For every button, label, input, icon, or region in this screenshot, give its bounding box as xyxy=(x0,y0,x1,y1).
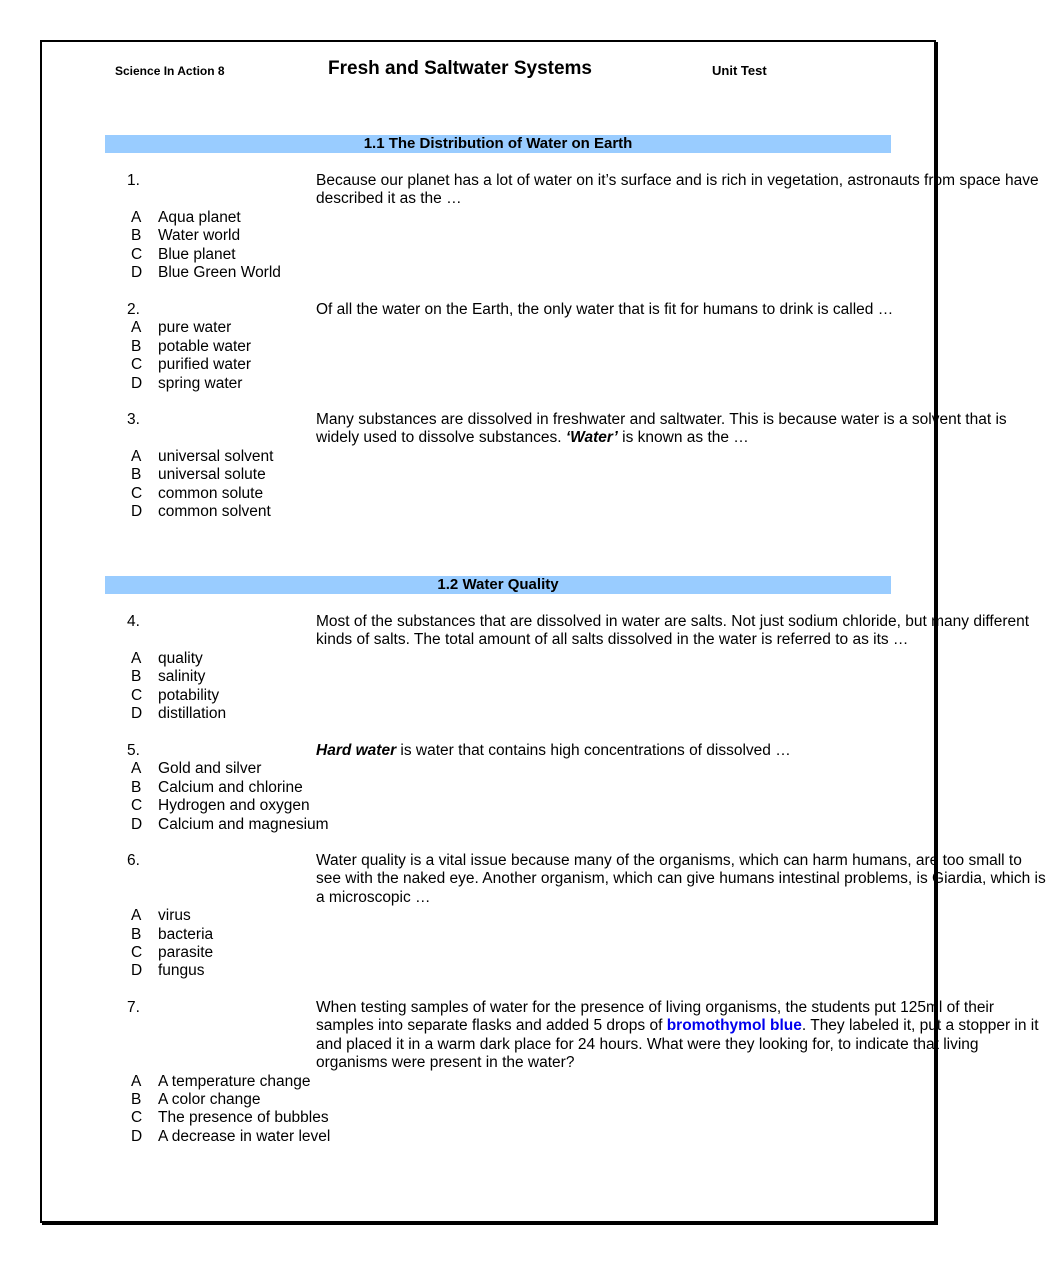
emphasis-term: Hard water xyxy=(316,742,397,759)
answer-option[interactable]: A virus xyxy=(131,907,191,925)
course-name: Science In Action 8 xyxy=(115,64,225,78)
question-6 xyxy=(0,852,1046,981)
answer-option[interactable]: C purified water xyxy=(131,356,252,374)
answer-option[interactable]: D spring water xyxy=(131,374,243,392)
answer-option[interactable]: D Calcium and magnesium xyxy=(131,815,329,833)
answer-option[interactable]: C parasite xyxy=(131,944,214,961)
question-stem: Many substances are dissolved in freshwater and saltwater. This is because water is a solvent that is widely used to dissolve substances. ‘Water’ is known as the … xyxy=(316,411,1007,447)
question-number: 4. xyxy=(127,613,140,630)
question-stem: When testing samples of water for the presence of living organisms, the students put 125ml of their samples into separate flasks and added 5 drops of bromothymol blue. They labeled it, put a stopper in it and placed it in a warm dark place for 24 hours. What were they looking for, to indicate that living organisms were present in the water? xyxy=(316,999,1039,1072)
answer-option[interactable]: C The presence of bubbles xyxy=(131,1109,329,1127)
answer-option[interactable]: C Blue planet xyxy=(131,245,236,263)
emphasis-term: ‘Water’ xyxy=(565,429,618,447)
question-number: 7. xyxy=(127,999,140,1016)
answer-option[interactable]: A pure water xyxy=(131,319,232,337)
question-number: 1. xyxy=(127,172,140,189)
answer-option[interactable]: D Blue Green World xyxy=(131,263,281,281)
question-stem: Most of the substances that are dissolved in water are salts. Not just sodium chloride, but many different kinds of salts. The total amount of all salts dissolved in the water is referred to as its … xyxy=(316,613,1030,649)
answer-option[interactable]: A quality xyxy=(131,649,203,667)
question-stem: Because our planet has a lot of water on it’s surface and is rich in vegetation, astronauts from space have described it as the … xyxy=(316,172,1039,208)
answer-option[interactable]: C Hydrogen and oxygen xyxy=(131,797,310,815)
question-4 xyxy=(0,613,1030,723)
page-title: Fresh and Saltwater Systems xyxy=(328,58,592,79)
question-stem: Hard water is water that contains high concentrations of dissolved … xyxy=(316,742,791,759)
question-5 xyxy=(0,742,979,834)
answer-option[interactable]: B universal solute xyxy=(131,466,266,484)
answer-option[interactable]: C potability xyxy=(131,686,220,704)
answer-option[interactable]: B bacteria xyxy=(131,925,214,943)
answer-option[interactable]: D A decrease in water level xyxy=(131,1127,331,1145)
answer-option[interactable]: B salinity xyxy=(131,668,206,686)
question-number: 3. xyxy=(127,411,140,428)
answer-option[interactable]: B Calcium and chlorine xyxy=(131,778,303,796)
question-number: 5. xyxy=(127,742,140,759)
highlight-term: bromothymol blue xyxy=(666,1017,802,1035)
answer-option[interactable]: A universal solvent xyxy=(131,447,274,465)
question-1 xyxy=(0,172,1039,282)
answer-option[interactable]: D fungus xyxy=(131,962,205,980)
section-heading-1-2: 1.2 Water Quality xyxy=(105,576,891,594)
section-heading-1-1: 1.1 The Distribution of Water on Earth xyxy=(105,135,891,153)
answer-option[interactable]: B A color change xyxy=(131,1091,261,1109)
answer-option[interactable]: A A temperature change xyxy=(131,1072,311,1090)
answer-option[interactable]: A Aqua planet xyxy=(131,208,241,226)
question-number: 2. xyxy=(127,301,140,318)
answer-option[interactable]: C common solute xyxy=(131,484,264,502)
question-number: 6. xyxy=(127,852,140,869)
question-stem: Water quality is a vital issue because many of the organisms, which can harm humans, are too small to see with the naked eye. Another organism, which can give humans intestinal problems, is Giardia, which is a microscopic … xyxy=(316,852,1046,906)
question-2 xyxy=(0,301,979,393)
question-3 xyxy=(0,411,1007,521)
test-type: Unit Test xyxy=(712,63,767,78)
question-7 xyxy=(0,999,1039,1146)
answer-option[interactable]: B potable water xyxy=(131,337,252,355)
answer-option[interactable]: D common solvent xyxy=(131,502,271,520)
answer-option[interactable]: A Gold and silver xyxy=(131,760,262,778)
answer-option[interactable]: D distillation xyxy=(131,704,227,722)
question-stem: Of all the water on the Earth, the only water that is fit for humans to drink is called … xyxy=(316,301,894,318)
answer-option[interactable]: B Water world xyxy=(131,227,241,245)
